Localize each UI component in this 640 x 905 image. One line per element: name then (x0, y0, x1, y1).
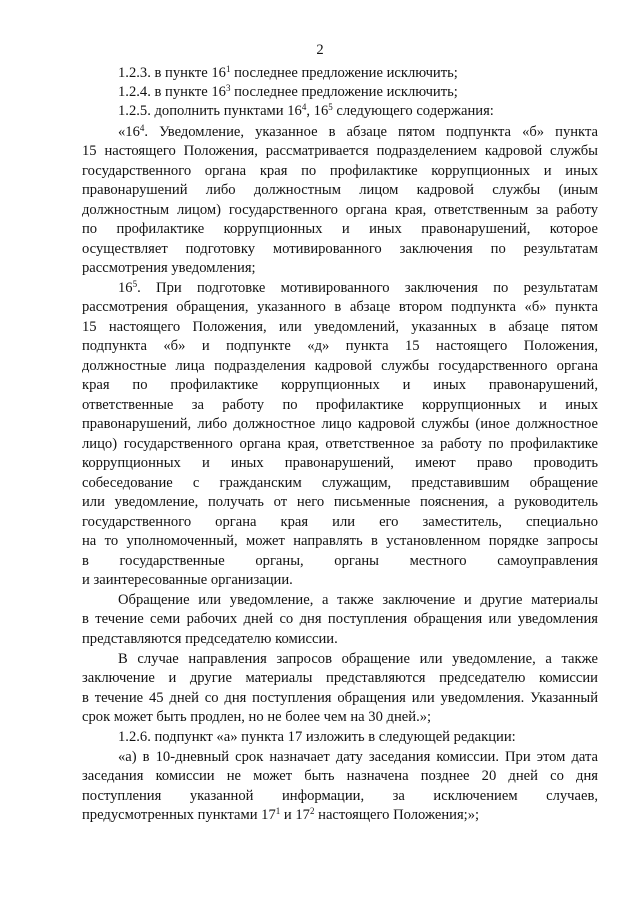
para-16-5-line: рассмотрения обращения, указанного в абзаце втором подпункта «б» пункта (82, 299, 598, 315)
para-16-4-line: рассмотрения уведомления; (82, 260, 256, 276)
para-16-4-line: 15 настоящего Положения, рассматривается подразделением кадровой службы (82, 143, 598, 159)
page-number: 2 (316, 42, 324, 58)
para-submission-line: Обращение или уведомление, а также заключение и другие материалы (118, 592, 598, 608)
para-submission-line: в течение семи рабочих дней со дня поступления обращения или уведомления (82, 611, 598, 627)
para-16-5-line: коррупционных и иных правонарушений, имеют право проводить (82, 455, 598, 471)
item-1-2-3: 1.2.3. в пункте $16^1$ последнее предложение исключить; (118, 64, 458, 81)
para-subitem-a-line: предусмотренных пунктами $17^1$ и $17^2$ настоящего Положения;»; (82, 806, 480, 823)
para-16-5-line: края по профилактике коррупционных и иных правонарушений, (82, 377, 598, 393)
para-requests-line: в течение 45 дней со дня поступления обращения или уведомления. Указанный (82, 690, 598, 706)
para-16-5-line: должностные лица подразделения кадровой службы государственного органа (82, 358, 598, 374)
item-1-2-5: 1.2.5. дополнить пунктами $16^4$, $16^5$ следующего содержания: (118, 102, 494, 119)
para-subitem-a-line: заседания комиссии не может быть назначена позднее 20 дней со дня (82, 768, 598, 784)
para-16-4-line: государственного органа края по профилактике коррупционных и иных (82, 163, 598, 179)
para-16-5-line: собеседование с гражданским служащим, представившим обращение (82, 475, 598, 491)
para-16-5-line: на то уполномоченный, может направлять в установленном порядке запросы (82, 533, 598, 549)
para-requests-line: срок может быть продлен, но не более чем на 30 дней.»; (82, 709, 432, 725)
para-subitem-a-line: поступления указанной информации, за исключением случаев, (82, 788, 598, 804)
para-16-5-line: государственного органа края или его заместитель, специально (82, 514, 598, 530)
para-16-5-line: правонарушений, либо должностное лицо кадровой службы (иное должностное (82, 416, 598, 432)
para-16-5-line: ответственные за работу по профилактике коррупционных и иных (82, 397, 598, 413)
para-16-5-line: 15 настоящего Положения, или уведомлений, указанных в абзаце пятом (82, 319, 598, 335)
para-16-5-line: подпункта «б» и подпункте «д» пункта 15 настоящего Положения, (82, 338, 598, 354)
para-16-4-line: «$16^4$. Уведомление, указанное в абзаце пятом подпункта «б» пункта (118, 123, 598, 140)
para-submission-line: представляются председателю комиссии. (82, 631, 338, 647)
item-1-2-4: 1.2.4. в пункте $16^3$ последнее предложение исключить; (118, 83, 458, 100)
para-16-5-line: лицо) государственного органа края, ответственное за работу по профилактике (82, 436, 598, 452)
para-16-5-line: $16^5$. При подготовке мотивированного заключения по результатам (118, 279, 598, 296)
para-16-4-line: правонарушений либо должностным лицом кадровой службы (иным (82, 182, 598, 198)
para-16-4-line: осуществляет подготовку мотивированного заключения по результатам (82, 241, 598, 257)
para-subitem-a-line: «а) в 10-дневный срок назначает дату заседания комиссии. При этом дата (118, 749, 598, 765)
para-16-5-line: или уведомление, получать от него письменные пояснения, а руководитель (82, 494, 598, 510)
para-requests-line: заключение и другие материалы представляются председателю комиссии (82, 670, 598, 686)
para-16-5-line: и заинтересованные организации. (82, 572, 293, 588)
para-requests-line: В случае направления запросов обращение или уведомление, а также (118, 651, 598, 667)
para-16-5-line: в государственные органы, органы местного самоуправления (82, 553, 598, 569)
para-16-4-line: по профилактике коррупционных и иных правонарушений, которое (82, 221, 598, 237)
item-1-2-6: 1.2.6. подпункт «а» пункта 17 изложить в следующей редакции: (118, 729, 516, 745)
para-16-4-line: должностным лицом) государственного органа края, ответственным за работу (82, 202, 598, 218)
